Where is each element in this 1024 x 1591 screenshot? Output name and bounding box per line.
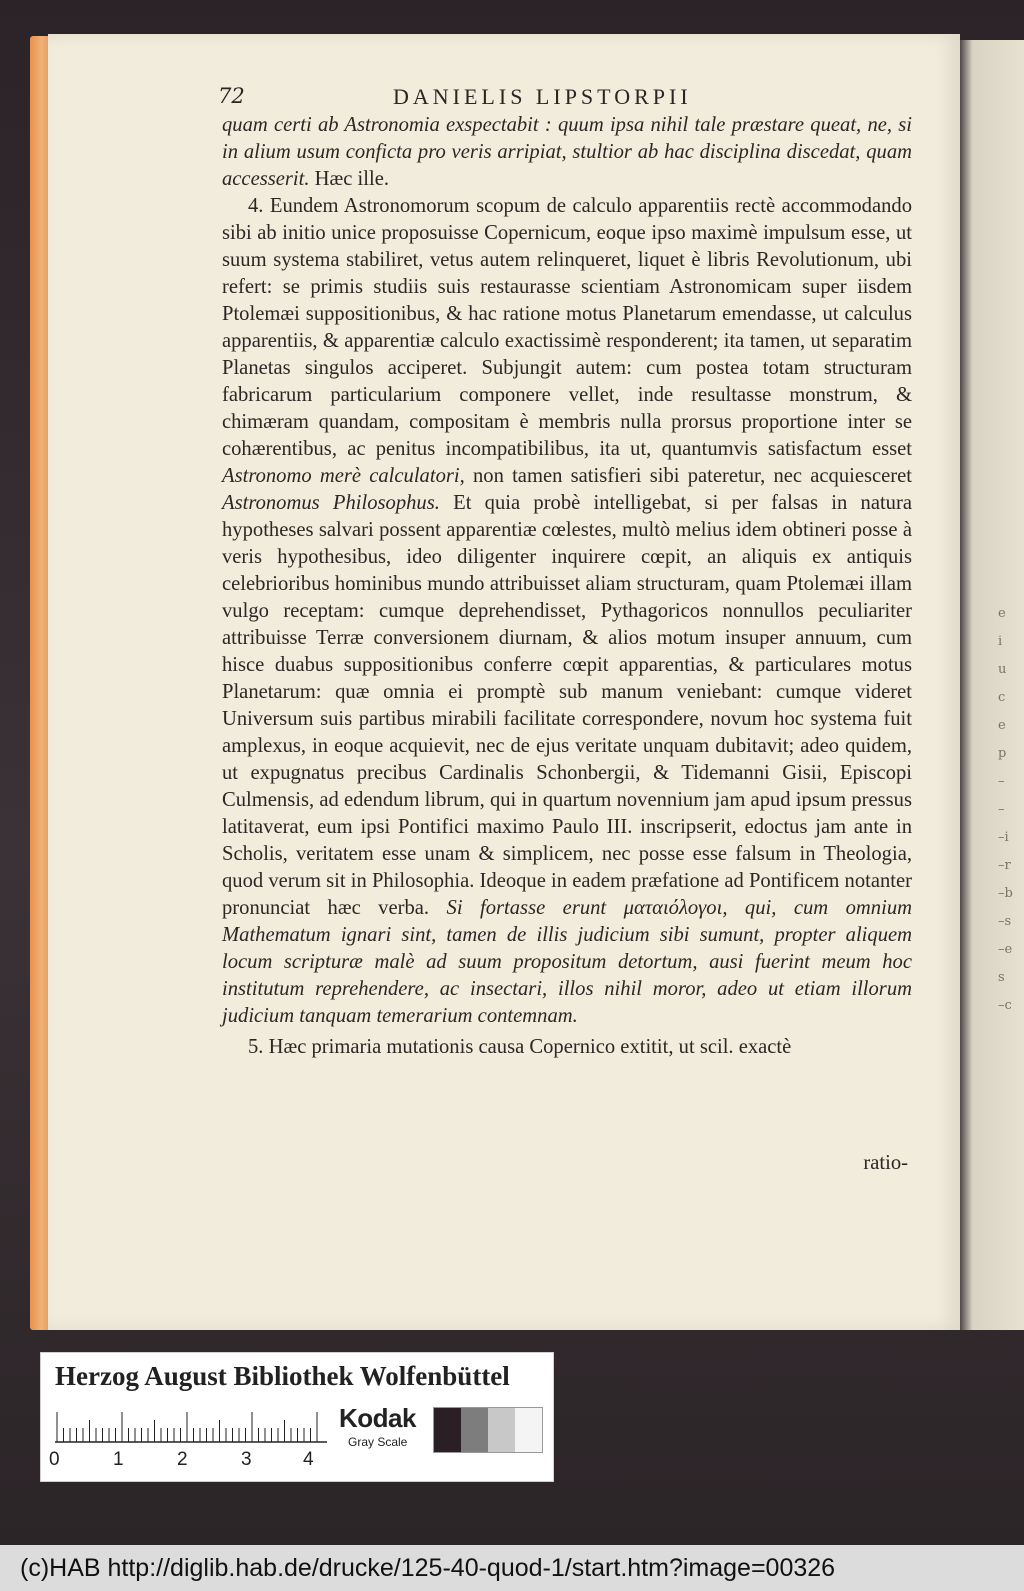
adjacent-mark: –: [998, 774, 1005, 789]
library-label: [40, 1352, 554, 1482]
adjacent-mark: –i: [998, 830, 1009, 845]
adjacent-mark: –r: [998, 858, 1011, 873]
astronomus-philosophus: Astronomus Philosophus.: [222, 492, 440, 514]
paragraph-4-mid: non tamen satisfieri sibi pateretur, nec acquiesceret: [464, 465, 912, 487]
adjacent-mark: u: [998, 662, 1007, 677]
adjacent-mark: e: [998, 718, 1006, 733]
gray-swatches: [433, 1407, 543, 1453]
paragraph-4: [222, 193, 912, 1030]
adjacent-page: [958, 40, 1024, 1330]
italic-quote: quam certi ab Astronomia exspectabit : quum ipsa nihil tale præstare queat, ne, si in alium usum conficta pro veris arripiat, stultior ab hac disciplina discedat, quam accesserit.: [222, 114, 912, 190]
adjacent-mark: e: [998, 606, 1006, 621]
ruler-number: 4: [303, 1449, 314, 1470]
ruler-icon: [55, 1409, 327, 1443]
paragraph-5-text: 5. Hæc primaria mutationis causa Copernico extitit, ut scil. exactè: [248, 1036, 792, 1058]
kodak-logo: Kodak: [339, 1403, 416, 1433]
paragraph-5: [222, 1034, 912, 1061]
library-name: Herzog August Bibliothek Wolfenbüttel: [55, 1361, 510, 1391]
page-header: [218, 84, 908, 114]
adjacent-mark: –s: [998, 914, 1012, 929]
catchword: ratio-: [863, 1152, 908, 1174]
adjacent-mark: –b: [998, 886, 1013, 901]
ruler-number: 2: [177, 1449, 188, 1470]
gray-swatch: [488, 1408, 515, 1452]
paragraph-3-tail: [222, 112, 912, 193]
copernicus-quote: Si fortasse erunt ματαιόλογοι, qui, cum omnium Mathematum ignari sint, tamen de illis judicium sibi sumunt, propter aliquem locum scripturæ malè ad suum propositum detortum, ausi fuerint meum hoc institutum reprehendere, ac insectari, illos nihil moror, adeo ut etiam illorum judicium tanquam temerarium contemnam.: [222, 897, 912, 1027]
gray-swatch: [515, 1408, 542, 1452]
adjacent-page-marks: [998, 600, 1024, 1020]
copyright-footer: (c)HAB http://diglib.hab.de/drucke/125-40-quod-1/start.htm?image=00326: [0, 1545, 1024, 1591]
adjacent-mark: s: [998, 970, 1005, 985]
page-body: [222, 112, 912, 1061]
astronomo-calculatori: Astronomo merè calculatori,: [222, 465, 465, 487]
quote-attribution: Hæc ille.: [309, 168, 389, 190]
paragraph-4-rest: Et quia probè intelligebat, si per falsas in natura hypotheses salvari possent apparentiæ cœlestes, multò melius idem obtineri posse à veris hypothesibus, ideo diligenter inquirere cœpit, an aliquis ex antiquis celebrioribus hominibus mundo attribuisset aliam structuram, quam Ptolemæi illam vulgo receptam: cumque deprehendisset, Pythagoricos nonnullos peculiariter attribuisse Terræ conversionem diurnam, & alios motum insuper annuum, cum hisce duabus suppositionibus conferre cœpit apparentias, & particulares motus Planetarum: quæ omnia ei promptè sub manum veniebant: cumque videret Universum suis partibus mirabili facilitate correspondere, novum hoc systema fuit amplexus, in eoque acquievit, nec de ejus veritate unquam dubitavit; adeo quidem, ut expugnatus precibus Cardinalis Schonbergii, & Tidemanni Gisii, Episcopi Culmensis, ad edendum librum, qui in quartum novennium jam apud ipsum pressus latitaverat, eum ipsi Pontifici maximo Paulo III. inscripserit, edoctus jam ante in Scholis, veritatem esse unam & simplicem, nec posse esse falsum in Theologia, quod verum sit in Philosophia. Ideoque in eadem præfatione ad Pontificem notanter pronunciat hæc verba.: [222, 492, 912, 919]
ruler-numbers: [49, 1449, 349, 1473]
ruler-number: 0: [49, 1449, 60, 1470]
ruler-number: 3: [241, 1449, 252, 1470]
adjacent-mark: c: [998, 690, 1006, 705]
page-number: 72: [218, 84, 245, 108]
adjacent-mark: p: [998, 746, 1007, 761]
adjacent-mark: –e: [998, 942, 1013, 957]
adjacent-mark: i: [998, 634, 1003, 649]
adjacent-mark: –c: [998, 998, 1012, 1013]
ruler-number: 1: [113, 1449, 124, 1470]
gray-scale-label: Gray Scale: [348, 1435, 408, 1449]
running-head: DANIELIS LIPSTORPII: [393, 84, 692, 109]
gray-swatch: [461, 1408, 488, 1452]
adjacent-mark: –: [998, 802, 1005, 817]
paragraph-4-text: 4. Eundem Astronomorum scopum de calculo apparentiis rectè accommodando sibi ab initio unice proposuisse Copernicum, eoque ipso maximè impulsum esse, ut suum systema stabiliret, vetus autem relinqueret, liquet è libris Revolutionum, ubi refert: se primis studiis suis restaurasse scientiam Astronomicam super iisdem Ptolemæi suppositionibus, & hac ratione motus Planetarum emendasse, ut calculus apparentiis, & apparentiæ calculo exactissimè responderent; ita tamen, ut separatim Planetas singulos acciperet. Subjungit autem: cum postea totam structuram fabricarum particularium componere vellet, inde resultasse monstrum, & chimæram quandam, compositam è membris nulla prorsus proportione inter se cohærentibus, ac penitus incompatibilibus, ita ut, quantumvis satisfactum esset: [222, 195, 912, 460]
gray-swatch: [434, 1408, 461, 1452]
